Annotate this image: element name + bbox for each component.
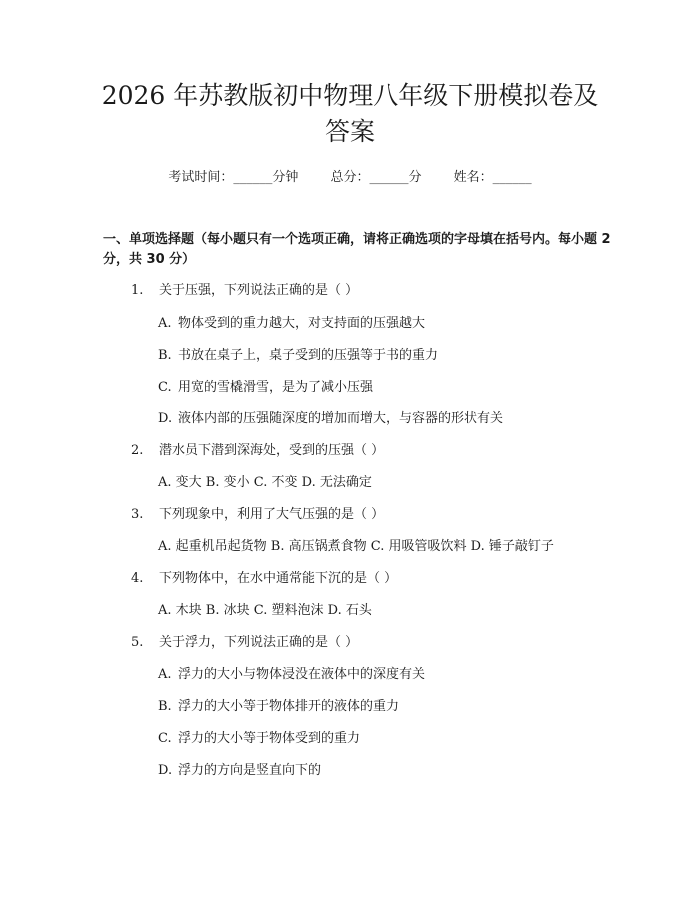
- question-text: 关于浮力，下列说法正确的是（ ）: [159, 635, 359, 650]
- question-4: [131, 570, 397, 588]
- option-letter: C.: [158, 731, 172, 746]
- total-score-field: 总分：______分: [330, 170, 422, 185]
- option-letter: B.: [158, 348, 172, 363]
- question-1-option-c: [158, 379, 373, 397]
- question-number: 1.: [131, 283, 144, 298]
- question-text: 潜水员下潜到深海处，受到的压强（ ）: [159, 443, 385, 458]
- title-line-1: 2026 年苏教版初中物理八年级下册模拟卷及: [101, 81, 599, 110]
- question-5: [131, 634, 358, 652]
- exam-time-field: 考试时间：______分钟: [168, 170, 299, 185]
- question-1: [131, 282, 358, 300]
- question-3: [131, 506, 384, 524]
- option-letter: D.: [158, 411, 173, 426]
- question-3-options: A. 起重机吊起货物 B. 高压锅煮食物 C. 用吸管吸饮料 D. 锤子敲钉子: [158, 539, 554, 554]
- question-5-option-b: [158, 698, 399, 716]
- question-number: 3.: [131, 507, 144, 522]
- option-text: 浮力的方向是竖直向下的: [178, 763, 322, 778]
- question-5-option-a: [158, 666, 425, 684]
- option-text: 书放在桌子上，桌子受到的压强等于书的重力: [178, 348, 439, 363]
- question-number: 4.: [131, 571, 144, 586]
- exam-meta: [0, 169, 700, 187]
- option-letter: B.: [158, 699, 172, 714]
- option-text: 液体内部的压强随深度的增加而增大，与容器的形状有关: [178, 411, 504, 426]
- option-text: 浮力的大小等于物体排开的液体的重力: [178, 699, 400, 714]
- option-letter: A.: [158, 316, 172, 331]
- option-text: 用宽的雪橇滑雪，是为了减小压强: [178, 380, 374, 395]
- option-letter: D.: [158, 763, 173, 778]
- question-text: 关于压强，下列说法正确的是（ ）: [159, 283, 359, 298]
- question-text: 下列物体中，在水中通常能下沉的是（ ）: [159, 571, 398, 586]
- title-line-2: 答案: [324, 117, 375, 146]
- question-4-options: A. 木块 B. 冰块 C. 塑料泡沫 D. 石头: [158, 603, 372, 618]
- question-number: 5.: [131, 635, 144, 650]
- question-1-option-a: [158, 315, 425, 333]
- page-title: [0, 78, 700, 150]
- question-5-option-d: [158, 762, 321, 780]
- option-text: 物体受到的重力越大，对支持面的压强越大: [178, 316, 426, 331]
- option-text: 浮力的大小等于物体受到的重力: [178, 731, 361, 746]
- question-text: 下列现象中，利用了大气压强的是（ ）: [159, 507, 385, 522]
- question-1-option-d: [158, 410, 503, 428]
- section-heading: 一、单项选择题（每小题只有一个选项正确，请将正确选项的字母填在括号内。每小题 2 分，共 30 分）: [103, 232, 611, 267]
- option-text: 浮力的大小与物体浸没在液体中的深度有关: [178, 667, 426, 682]
- question-2: [131, 442, 384, 460]
- option-letter: A.: [158, 667, 172, 682]
- question-number: 2.: [131, 443, 144, 458]
- option-letter: C.: [158, 380, 172, 395]
- question-5-option-c: [158, 730, 360, 748]
- student-name-field: 姓名：______: [453, 170, 532, 185]
- question-2-options: A. 变大 B. 变小 C. 不变 D. 无法确定: [158, 475, 372, 490]
- question-1-option-b: [158, 347, 438, 365]
